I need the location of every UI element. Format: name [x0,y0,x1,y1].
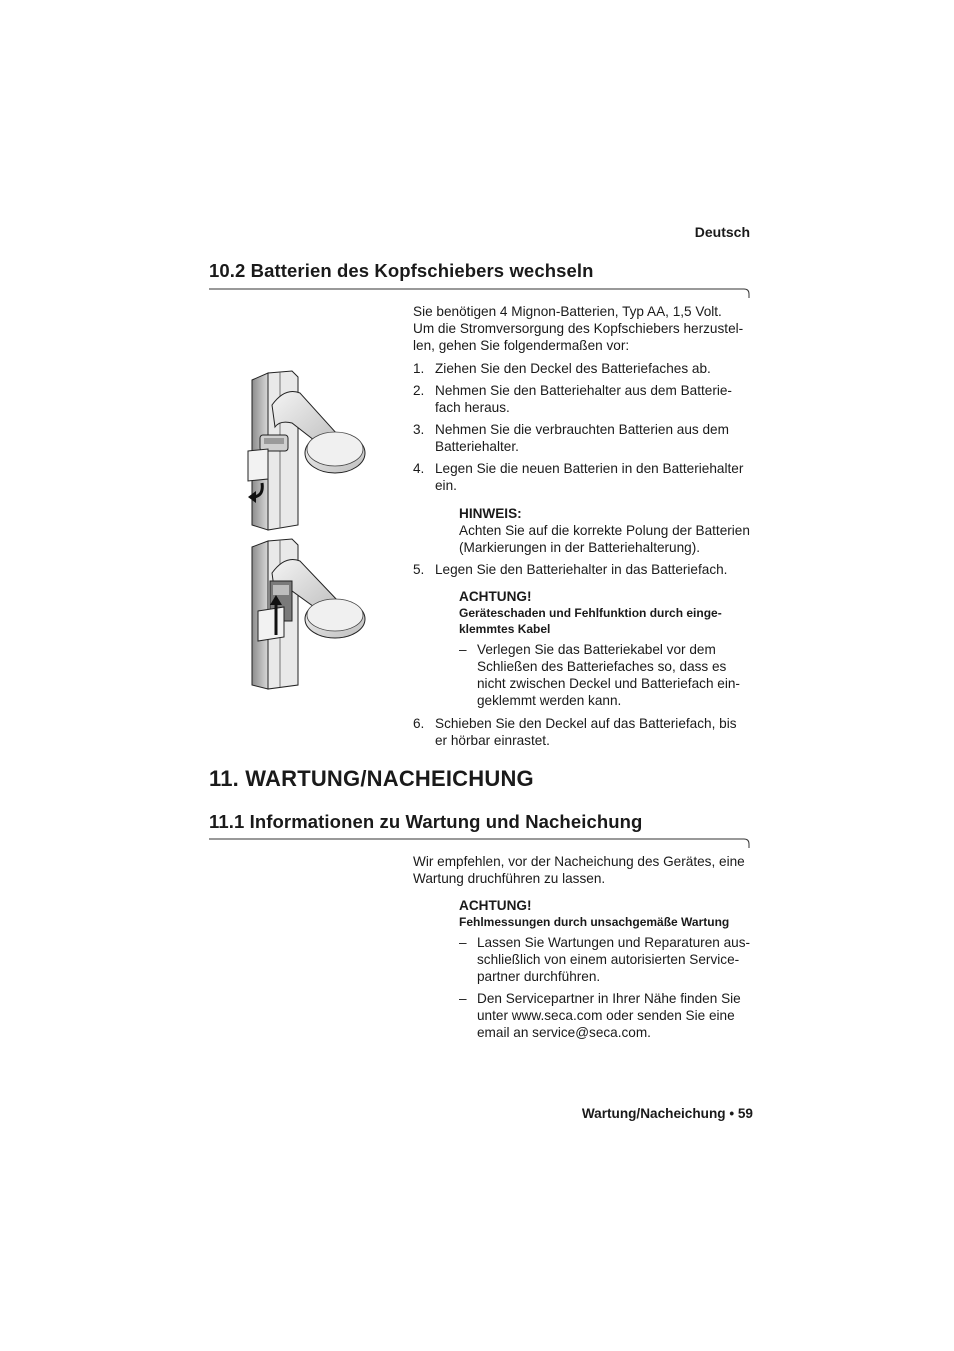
hinweis-text: Achten Sie auf die korrekte Polung der Batterien [459,523,750,538]
steps-list-continued [413,561,758,578]
achtung-box [459,588,758,709]
bullet-dash: – [459,642,467,657]
bullet-text: Lassen Sie Wartungen und Reparaturen aus- [477,935,751,950]
step-text: Nehmen Sie den Batteriehalter aus dem Batterie- [435,383,732,398]
achtung-title: ACHTUNG! [459,898,532,913]
step-1 [413,360,758,377]
bullet-text: partner durchführen. [477,969,601,984]
bullet-dash: – [459,935,467,950]
intro-line: Um die Stromversorgung des Kopfschiebers herzustel- [413,321,744,336]
intro-paragraph [413,303,758,354]
step-4 [413,460,758,494]
bullet-text: nicht zwischen Deckel und Batteriefach ein- [477,676,740,691]
step-text: Ziehen Sie den Deckel des Batteriefaches ab. [435,361,711,376]
step-text: Legen Sie den Batteriehalter in das Batteriefach. [435,562,728,577]
step-text: er hörbar einrastet. [435,733,550,748]
section-10-2-body [413,303,758,749]
step-number: 2. [413,383,425,398]
bullet-dash: – [459,991,467,1006]
achtung-title: ACHTUNG! [459,589,532,604]
bullet-text: schließlich von einem autorisierten Service- [477,952,740,967]
step-2 [413,382,758,416]
step-text: Nehmen Sie die verbrauchten Batterien aus dem [435,422,729,437]
step-5 [413,561,758,578]
section-rule [209,288,749,298]
achtung-subtitle: klemmtes Kabel [459,622,551,636]
battery-compartment-illustration-open [240,365,370,535]
bullet-text: Verlegen Sie das Batteriekabel vor dem [477,642,716,657]
section-11-1-body [413,853,758,1041]
achtung-box [459,897,758,1041]
section-rule [209,838,749,848]
step-text: Schieben Sie den Deckel auf das Batteriefach, bis [435,716,737,731]
intro-line: Wir empfehlen, vor der Nacheichung des Gerätes, eine [413,854,745,869]
bullet-text: unter www.seca.com oder senden Sie eine [477,1008,735,1023]
bullet-text: email an service@seca.com. [477,1025,651,1040]
intro-paragraph [413,853,758,887]
step-number: 4. [413,461,425,476]
hinweis-text: (Markierungen in der Batteriehalterung). [459,540,701,555]
bullet-text: geklemmt werden kann. [477,693,622,708]
intro-line: Wartung druchführen zu lassen. [413,871,606,886]
achtung-subtitle: Geräteschaden und Fehlfunktion durch einge- [459,606,722,620]
bullet-text: Den Servicepartner in Ihrer Nähe finden Sie [477,991,741,1006]
bullet-text: Schließen des Batteriefaches so, dass es [477,659,727,674]
step-number: 3. [413,422,425,437]
step-6 [413,715,758,749]
section-11-1-title: 11.1 Informationen zu Wartung und Nacheichung [209,811,643,832]
step-3 [413,421,758,455]
language-label: Deutsch [694,224,750,240]
hinweis-title: HINWEIS: [459,506,522,521]
section-10-2-title: 10.2 Batterien des Kopfschiebers wechseln [209,260,594,281]
step-number: 6. [413,716,425,731]
steps-list-final [413,715,758,749]
step-text: ein. [435,478,457,493]
achtung-bullet [459,990,758,1041]
achtung-bullet [459,934,758,985]
hinweis-box [459,505,758,556]
battery-compartment-illustration-insert [240,535,370,695]
step-number: 5. [413,562,425,577]
step-text: fach heraus. [435,400,510,415]
steps-list [413,360,758,494]
achtung-bullet [459,641,758,709]
intro-line: len, gehen Sie folgendermaßen vor: [413,338,630,353]
achtung-subtitle: Fehlmessungen durch unsachgemäße Wartung [459,915,730,929]
intro-line: Sie benötigen 4 Mignon-Batterien, Typ AA, 1,5 Volt. [413,304,722,319]
page-footer: Wartung/Nacheichung • 59 [581,1106,753,1121]
step-number: 1. [413,361,425,376]
chapter-11-title: 11. WARTUNG/NACHEICHUNG [209,766,534,791]
step-text: Batteriehalter. [435,439,519,454]
step-text: Legen Sie die neuen Batterien in den Batteriehalter [435,461,744,476]
